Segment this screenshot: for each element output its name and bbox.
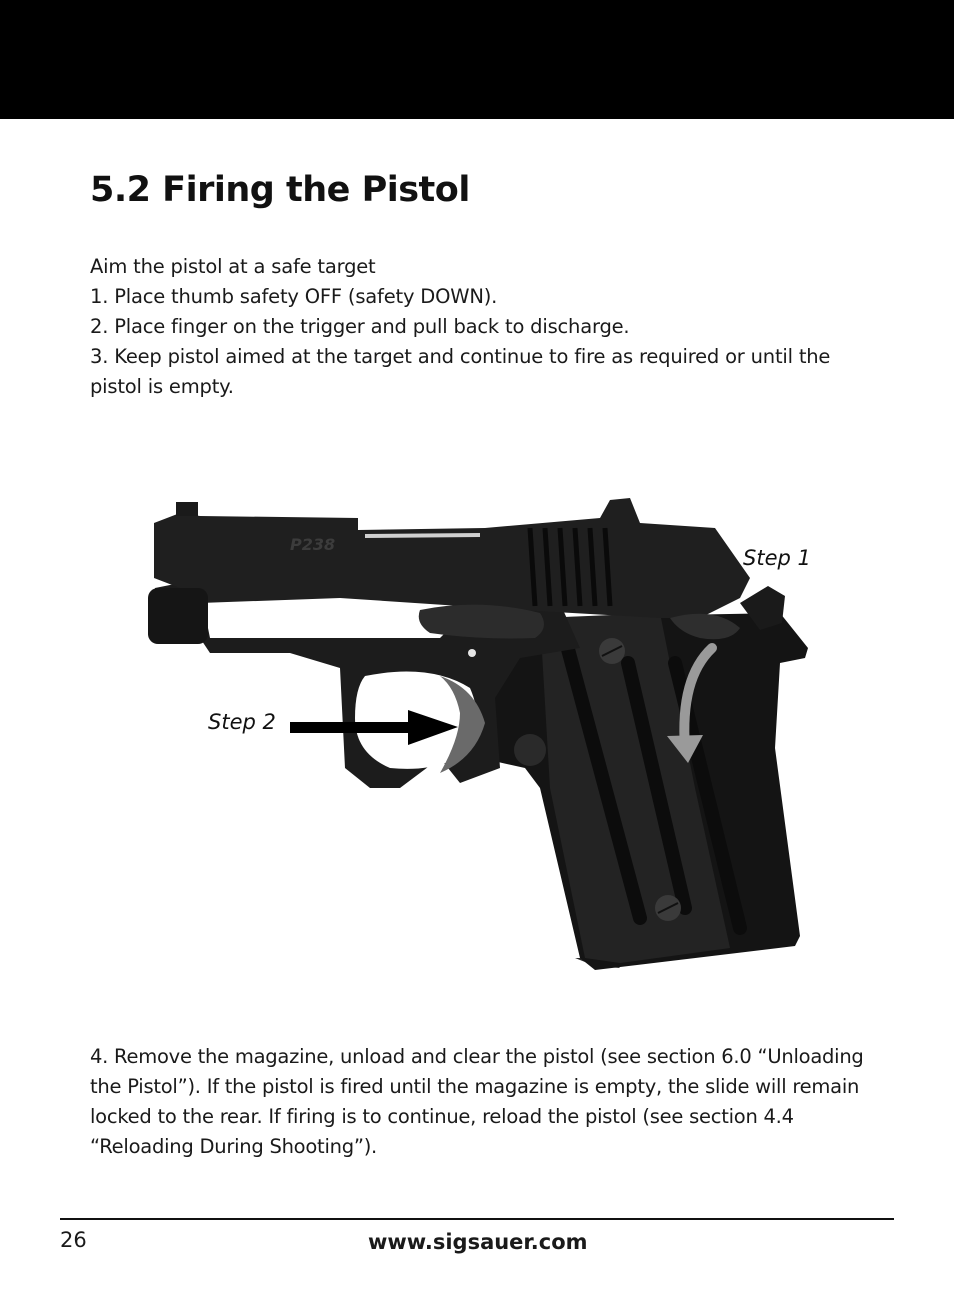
barrel-muzzle (148, 588, 208, 644)
instruction-step-4: 4. Remove the magazine, unload and clear the pistol (see section 6.0 “Unloading the Pistol”). If the pistol is fired until the magazine is empty, the slide will remain locked to the rear. If firing is to continue, reload the pistol (see section 4.4 “Reloading During Shooting”). (90, 1045, 864, 1158)
front-sight (176, 502, 198, 516)
header-bar (0, 0, 954, 119)
magazine-release (514, 734, 546, 766)
frame-pin (468, 649, 476, 657)
instruction-step-3: 3. Keep pistol aimed at the target and continue to fire as required or until the pistol is empty. (90, 345, 831, 398)
slide-stop (419, 605, 544, 639)
pistol-figure (140, 488, 820, 988)
intro-lead: Aim the pistol at a safe target (90, 255, 376, 278)
step2-label: Step 2 (208, 710, 276, 734)
intro-instructions (90, 252, 870, 402)
instruction-step-2: 2. Place finger on the trigger and pull back to discharge. (90, 315, 630, 338)
page-number: 26 (60, 1228, 87, 1252)
footer-url: www.sigsauer.com (368, 1230, 588, 1254)
step1-label: Step 1 (743, 546, 811, 570)
footer-divider (60, 1218, 894, 1220)
page-title: 5.2 Firing the Pistol (90, 170, 470, 210)
pistol-slide (154, 498, 750, 618)
slide-marking: P238 (290, 535, 336, 554)
pistol-illustration (140, 488, 820, 988)
step-4-paragraph (90, 1042, 890, 1162)
instruction-step-1: 1. Place thumb safety OFF (safety DOWN). (90, 285, 498, 308)
